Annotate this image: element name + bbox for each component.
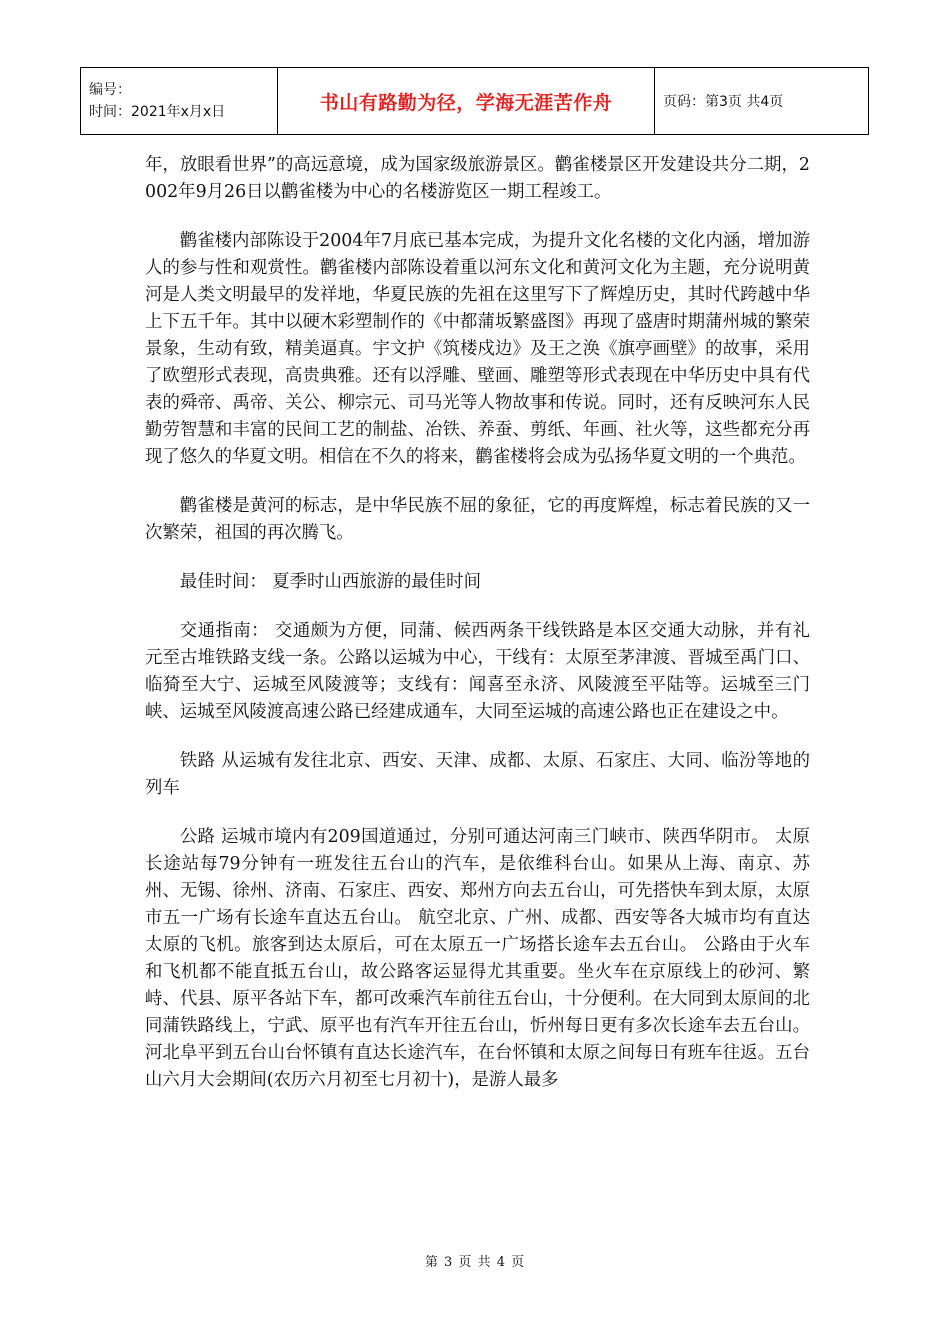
paragraph-railway: 铁路 从运城有发往北京、西安、天津、成都、太原、石家庄、大同、临汾等地的列车: [145, 751, 810, 798]
paragraph-traffic-guide: 交通指南： 交通颇为方便，同蒲、候西两条干线铁路是本区交通大动脉，并有礼元至古堆铁路支线一条。公路以运城为中心，干线有：太原至茅津渡、晋城至禹门口、临猗至大宁、运城至风陵渡等；支线有：闻喜至永济、风陵渡至平陆等。运城至三门峡、运城至风陵渡高速公路已经建成通车，大同至运城的高速公路也正在建设之中。: [145, 621, 810, 722]
paragraph-highway: 公路 运城市境内有209国道通过，分别可通达河南三门峡市、陕西华阴市。 太原长途站每79分钟有一班发往五台山的汽车，是依维科台山。如果从上海、南京、苏州、无锡、徐州、济南、石家庄、西安、郑州方向去五台山，可先搭快车到太原，太原市五一广场有长途车直达五台山。 航空北京、广州、成都、西安等各大城市均有直达太原的飞机。旅客到达太原后，可在太原五一广场搭长途车去五台山。 公路由于火车和飞机都不能直抵五台山，故公路客运显得尤其重要。坐火车在京原线上的砂河、繁峙、代县、原平各站下车，都可改乘汽车前往五台山，十分便利。在大同到太原间的北同蒲铁路线上，宁武、原平也有汽车开往五台山，忻州每日更有多次长途车去五台山。河北阜平到五台山台怀镇有直达长途汽车，在台怀镇和太原之间每日有班车往返。五台山六月大会期间(农历六月初至七月初十)，是游人最多: [145, 827, 810, 1090]
header-meta-cell: [81, 68, 278, 135]
header-page-info: 页码：第3页 共4页: [655, 68, 869, 135]
document-body: [145, 152, 810, 1116]
header-number-label: 编号：: [89, 82, 131, 98]
paragraph-best-time: 最佳时间： 夏季时山西旅游的最佳时间: [179, 572, 481, 592]
header-time-label: 时间：2021年x月x日: [89, 104, 226, 120]
paragraph-continuation: 年，放眼看世界”的高远意境，成为国家级旅游景区。鹳雀楼景区开发建设共分二期，2002年9月26日以鹳雀楼为中心的名楼游览区一期工程竣工。: [145, 155, 810, 202]
paragraph-symbol: 鹳雀楼是黄河的标志，是中华民族不屈的象征，它的再度辉煌，标志着民族的又一次繁荣，祖国的再次腾飞。: [145, 496, 810, 543]
header-motto: 书山有路勤为径，学海无涯苦作舟: [278, 68, 655, 135]
page-footer: 第 3 页 共 4 页: [424, 1255, 526, 1270]
document-header: [80, 67, 869, 135]
paragraph-interior-exhibits: 鹳雀楼内部陈设于2004年7月底已基本完成，为提升文化名楼的文化内涵，增加游人的参与性和观赏性。鹳雀楼内部陈设着重以河东文化和黄河文化为主题，充分说明黄河是人类文明最早的发祥地，华夏民族的先祖在这里写下了辉煌历史，其时代跨越中华上下五千年。其中以硬木彩塑制作的《中都蒲坂繁盛图》再现了盛唐时期蒲州城的繁荣景象，生动有致，精美逼真。宇文护《筑楼戍边》及王之涣《旗亭画壁》的故事，采用了欧塑形式表现，高贵典雅。还有以浮雕、壁画、雕塑等形式表现在中华历史中具有代表的舜帝、禹帝、关公、柳宗元、司马光等人物故事和传说。同时，还有反映河东人民勤劳智慧和丰富的民间工艺的制盐、冶铁、养蚕、剪纸、年画、社火等，这些都充分再现了悠久的华夏文明。相信在不久的将来，鹳雀楼将会成为弘扬华夏文明的一个典范。: [145, 231, 810, 467]
